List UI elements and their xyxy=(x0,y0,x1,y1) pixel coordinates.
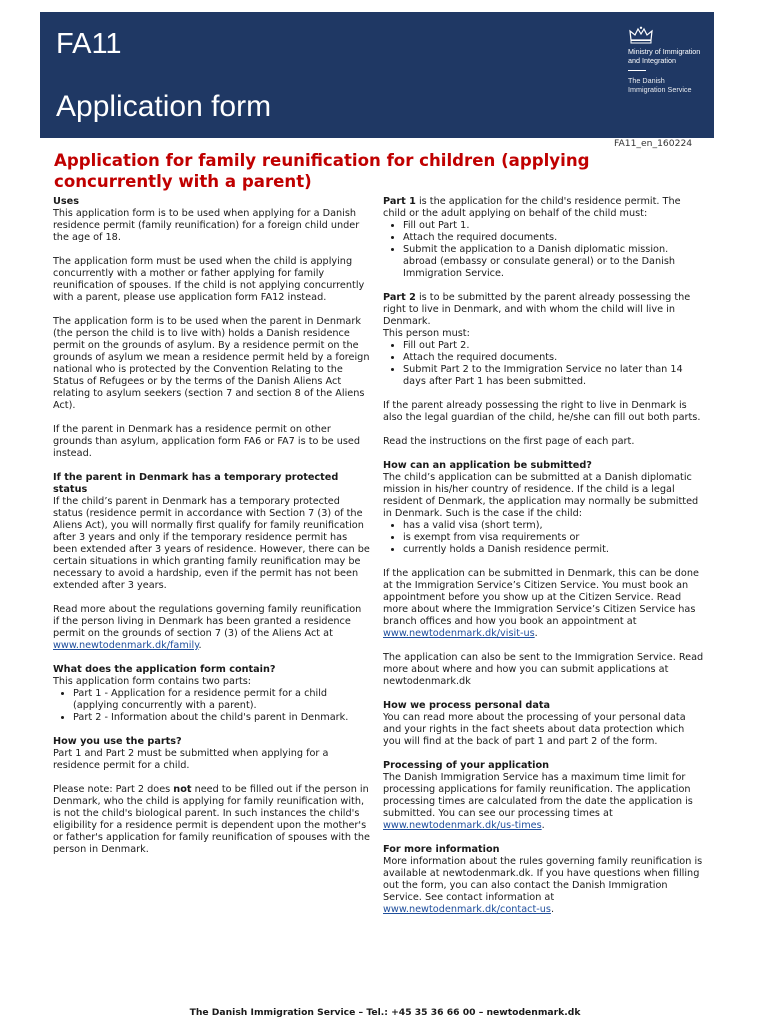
part2-label: Part 2 xyxy=(383,292,416,303)
list-item: • is exempt from visa requirements or xyxy=(403,532,705,544)
submit-paragraph-3: The application can also be sent to the Immigration Service. Read more about where and how you can submit applications at newtodenmark.dk xyxy=(383,652,704,687)
right-column xyxy=(383,196,705,928)
list-item: • currently holds a Danish residence permit. xyxy=(403,544,705,556)
text-span: If the application can be submitted in Denmark, this can be done at the Immigration Service’s Citizen Service. You must book an appointment before you show up at the Citizen Service. Read more about where the Immigration Service’s Citizen Service has branch offices and how you book an appointment at xyxy=(383,568,699,627)
processing-paragraph xyxy=(383,772,705,832)
crown-icon xyxy=(628,26,654,44)
submit-paragraph-2 xyxy=(383,568,705,640)
instructions-paragraph: Read the instructions on the first page of each part. xyxy=(383,436,635,447)
part1-list xyxy=(383,220,705,280)
logo-text-3: The Danish xyxy=(628,76,665,85)
personal-data-paragraph: You can read more about the processing of your personal data and your rights in the fact sheets about data protection which you will find at the back of part 1 and part 2 of the form. xyxy=(383,712,686,747)
list-item: • Fill out Part 1. xyxy=(403,220,705,232)
text-span: Read more about the regulations governing family reunification if the person living in Denmark has been granted a residence permit on the grounds of section 7 (3) of the Aliens Act at xyxy=(53,604,362,639)
family-link[interactable]: www.newtodenmark.dk/family xyxy=(53,640,199,651)
form-id: FA11_en_160224 xyxy=(614,138,693,149)
visit-us-link[interactable]: www.newtodenmark.dk/visit-us xyxy=(383,628,535,639)
list-item: • Attach the required documents. xyxy=(403,232,705,244)
text-span: . xyxy=(534,628,538,639)
more-info-paragraph xyxy=(383,856,705,916)
uses-heading: Uses xyxy=(53,196,79,207)
uses-paragraph-2: The application form must be used when the child is applying concurrently with a mother or father applying for family reunification of spouses. If the child is not applying concurrently with a parent, please use application form FA12 instead. xyxy=(53,256,365,303)
list-item: • Attach the required documents. xyxy=(403,352,705,364)
temporary-status-paragraph-1: If the child’s parent in Denmark has a temporary protected status (residence permit in accordance with Section 7 (3) of the Aliens Act), you will normally first qualify for family reunification after 3 years and only if the temporary residence permit has been extended after 3 years of residence. However, there can be certain situations in which granting family reunification may be necessary to avoid a hardship, even if the permit has not been extended after 3 years. xyxy=(53,496,370,591)
logo-text-1: Ministry of Immigration xyxy=(628,47,701,56)
processing-heading: Processing of your application xyxy=(383,760,549,771)
submit-heading: How can an application be submitted? xyxy=(383,460,592,471)
contain-heading: What does the application form contain? xyxy=(53,664,276,675)
logo-divider xyxy=(628,70,646,71)
uses-paragraph-3: The application form is to be used when the parent in Denmark (the person the child is to live with) holds a Danish residence permit on the grounds of asylum. By a residence permit on the grounds of asylum we mean a residence permit held by a foreign national who is protected by the Convention Relating to the Status of Refugees or by the terms of the Danish Aliens Act relating to asylum seekers (section 7 and section 8 of the Aliens Act). xyxy=(53,316,370,411)
form-title: Application form xyxy=(56,90,272,123)
header-banner xyxy=(40,12,714,138)
how-use-paragraph: Part 1 and Part 2 must be submitted when applying for a residence permit for a child. xyxy=(53,748,329,771)
text-span: is to be submitted by the parent already possessing the right to live in Denmark, and with whom the child will live in Denmark. xyxy=(383,292,691,327)
contain-list xyxy=(53,688,370,724)
part1-paragraph xyxy=(383,196,705,220)
list-item: • Submit Part 2 to the Immigration Service no later than 14 days after Part 1 has been submitted. xyxy=(403,364,705,388)
how-use-heading: How you use the parts? xyxy=(53,736,182,747)
submit-list xyxy=(383,520,705,556)
text-span: . xyxy=(198,640,202,651)
text-span: need to be filled out if the person in Denmark, who the child is applying for family reunification with, is not the child's biological parent. In such instances the child's eligibility for a residence permit is dependent upon the mother's or father's application for family reunification of spouses with the person in Denmark. xyxy=(53,784,370,855)
text-span: The Danish Immigration Service has a maximum time limit for processing applications for family reunification. The application processing times are calculated from the date the application is submitted. You can see our processing times at xyxy=(383,772,693,819)
us-times-link[interactable]: www.newtodenmark.dk/us-times xyxy=(383,820,542,831)
list-item: • Part 1 - Application for a residence permit for a child (applying concurrently with a parent). xyxy=(73,688,370,712)
uses-paragraph-1: This application form is to be used when applying for a Danish residence permit (family reunification) for a foreign child under the age of 18. xyxy=(53,208,360,243)
personal-data-heading: How we process personal data xyxy=(383,700,551,711)
text-span: More information about the rules governing family reunification is available at newtodenmark.dk. If you have questions when filling out the form, you can also contact the Danish Immigration Service. See contact information at xyxy=(383,856,703,903)
uses-paragraph-4: If the parent in Denmark has a residence permit on other grounds than asylum, application form FA6 or FA7 is to be used instead. xyxy=(53,424,361,459)
note-paragraph xyxy=(53,784,370,856)
guardian-paragraph: If the parent already possessing the right to live in Denmark is also the legal guardian of the child, he/she can fill out both parts. xyxy=(383,400,701,423)
temporary-status-paragraph-2 xyxy=(53,604,370,652)
list-item: • Submit the application to a Danish diplomatic mission. abroad (embassy or consulate general) or to the Danish Immigration Service. xyxy=(403,244,705,280)
submit-paragraph-1: The child’s application can be submitted at a Danish diplomatic mission in his/her country of residence. If the child is a legal resident of Denmark, the application may normally be submitted in Denmark. Such is the case if the child: xyxy=(383,472,699,519)
page-title: Application for family reunification for children (applying concurrently with a parent) xyxy=(54,151,590,191)
part2-paragraph xyxy=(383,292,705,328)
part1-label: Part 1 xyxy=(383,196,416,207)
part2-list xyxy=(383,340,705,388)
text-span: . xyxy=(541,820,545,831)
footer: The Danish Immigration Service – Tel.: +45 35 36 66 00 – newtodenmark.dk xyxy=(189,1007,581,1018)
logo-text-4: Immigration Service xyxy=(628,85,692,94)
list-item: • Part 2 - Information about the child's parent in Denmark. xyxy=(73,712,370,724)
emphasis: not xyxy=(173,784,192,795)
form-code: FA11 xyxy=(56,28,122,60)
text-span: is the application for the child's residence permit. The child or the adult applying on behalf of the child must: xyxy=(383,196,681,219)
ministry-logo xyxy=(628,26,708,94)
text-span: Please note: Part 2 does xyxy=(53,784,174,795)
more-info-heading: For more information xyxy=(383,844,500,855)
logo-text-2: and Integration xyxy=(628,56,676,65)
left-column xyxy=(53,196,370,868)
contain-paragraph: This application form contains two parts: xyxy=(53,676,252,687)
contact-us-link[interactable]: www.newtodenmark.dk/contact-us xyxy=(383,904,551,915)
part2-must: This person must: xyxy=(383,328,470,339)
temporary-status-heading: If the parent in Denmark has a temporary protected status xyxy=(53,472,339,495)
list-item: • has a valid visa (short term), xyxy=(403,520,705,532)
text-span: . xyxy=(550,904,555,915)
list-item: • Fill out Part 2. xyxy=(403,340,705,352)
